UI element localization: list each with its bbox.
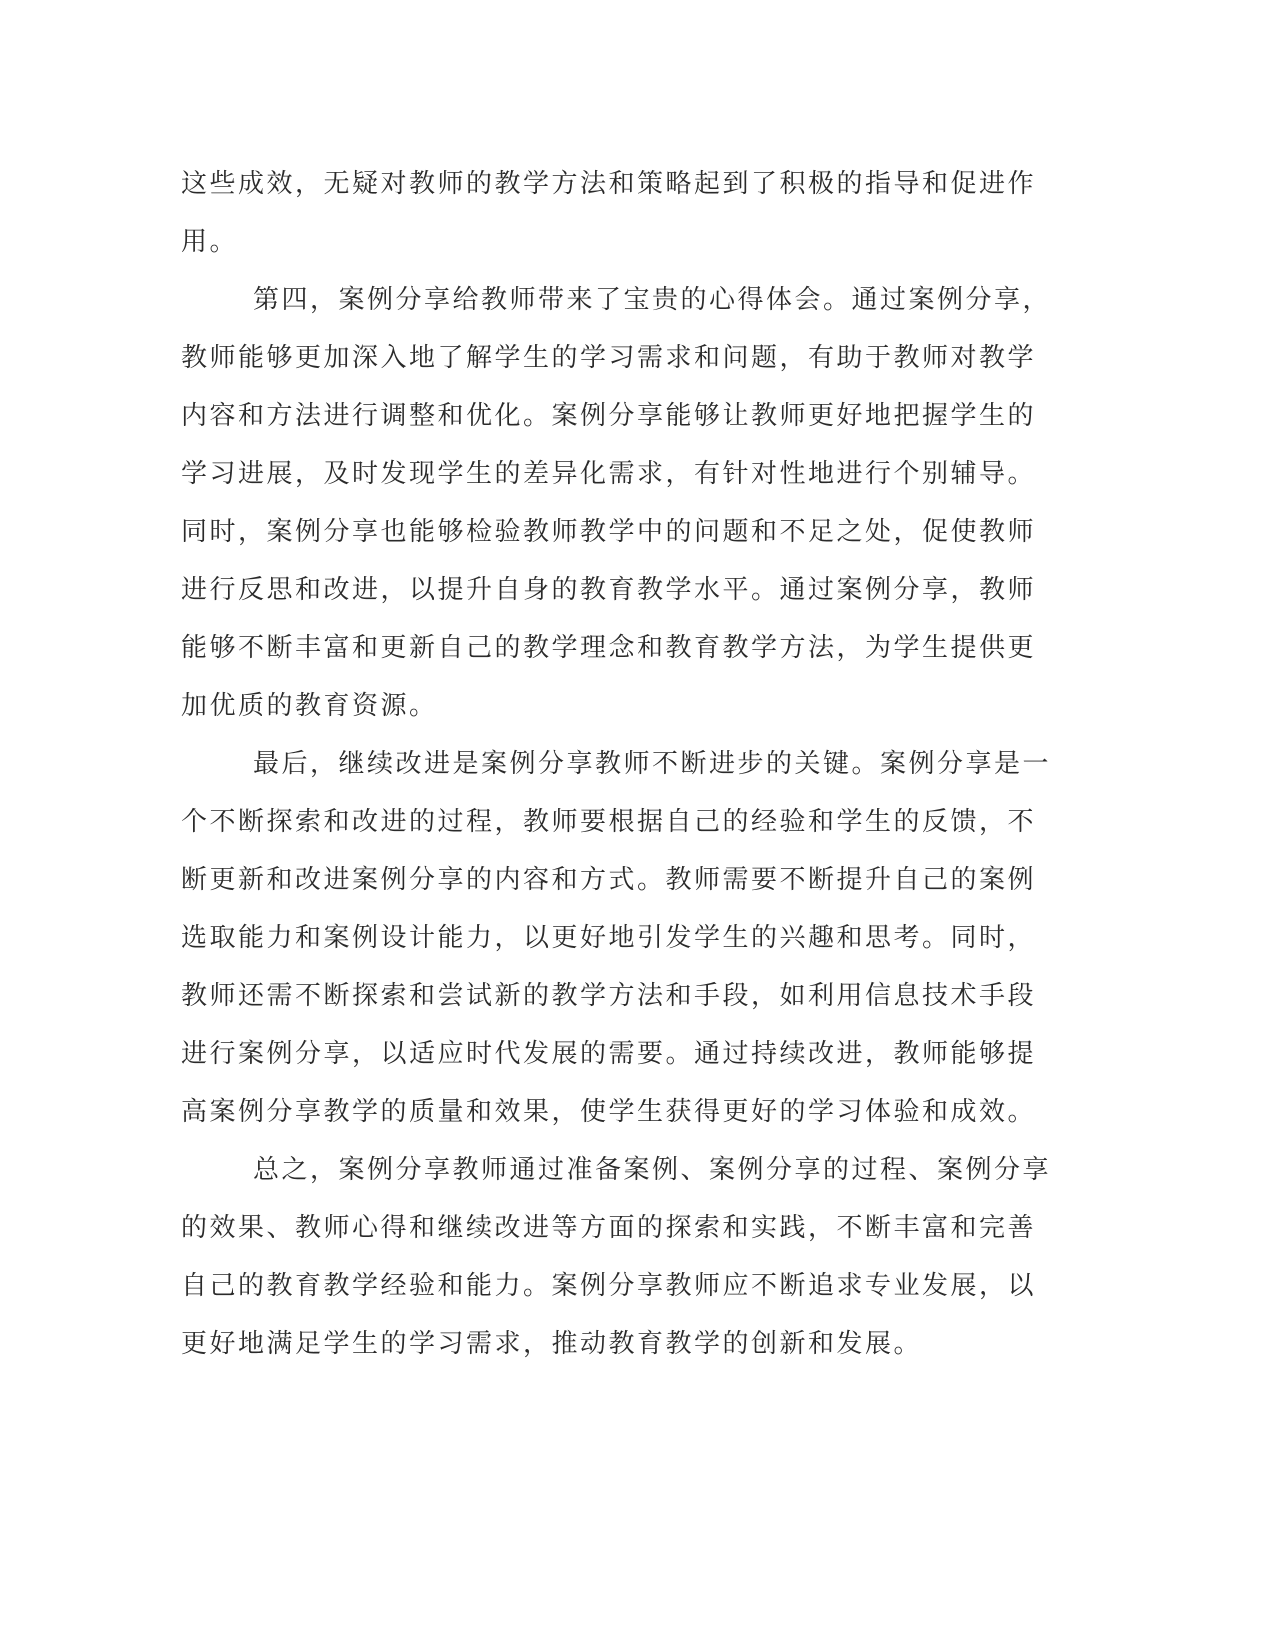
text-line: 学习进展，及时发现学生的差异化需求，有针对性地进行个别辅导。 [181, 459, 1037, 489]
document-body [181, 155, 1052, 1373]
text-line: 内容和方法进行调整和优化。案例分享能够让教师更好地把握学生的 [181, 401, 1037, 431]
paragraph-continuous-improvement [181, 735, 1052, 1141]
text-line: 断更新和改进案例分享的内容和方式。教师需要不断提升自己的案例 [181, 865, 1037, 895]
text-line: 的效果、教师心得和继续改进等方面的探索和实践，不断丰富和完善 [181, 1213, 1037, 1243]
text-line: 加优质的教育资源。 [181, 691, 438, 721]
text-line: 教师能够更加深入地了解学生的学习需求和问题，有助于教师对教学 [181, 343, 1037, 373]
text-line: 选取能力和案例设计能力，以更好地引发学生的兴趣和思考。同时， [181, 923, 1037, 953]
text-line: 能够不断丰富和更新自己的教学理念和教育教学方法，为学生提供更 [181, 633, 1037, 663]
text-line: 进行反思和改进，以提升自身的教育教学水平。通过案例分享，教师 [181, 575, 1037, 605]
paragraph-fourth-point [181, 271, 1052, 735]
text-line: 个不断探索和改进的过程，教师要根据自己的经验和学生的反馈，不 [181, 807, 1037, 837]
text-line: 同时，案例分享也能够检验教师教学中的问题和不足之处，促使教师 [181, 517, 1037, 547]
text-line: 这些成效，无疑对教师的教学方法和策略起到了积极的指导和促进作 [181, 169, 1037, 199]
text-line: 高案例分享教学的质量和效果，使学生获得更好的学习体验和成效。 [181, 1097, 1037, 1127]
text-line: 更好地满足学生的学习需求，推动教育教学的创新和发展。 [181, 1329, 923, 1359]
text-line: 最后，继续改进是案例分享教师不断进步的关键。案例分享是一 [253, 749, 1052, 779]
text-line: 总之，案例分享教师通过准备案例、案例分享的过程、案例分享 [253, 1155, 1052, 1185]
text-line: 进行案例分享，以适应时代发展的需要。通过持续改进，教师能够提 [181, 1039, 1037, 1069]
text-line: 用。 [181, 227, 239, 257]
text-line: 自己的教育教学经验和能力。案例分享教师应不断追求专业发展，以 [181, 1271, 1037, 1301]
text-line: 第四，案例分享给教师带来了宝贵的心得体会。通过案例分享， [253, 285, 1052, 315]
paragraph-conclusion [181, 1141, 1052, 1373]
paragraph-continuation [181, 155, 1041, 271]
text-line: 教师还需不断探索和尝试新的教学方法和手段，如利用信息技术手段 [181, 981, 1037, 1011]
